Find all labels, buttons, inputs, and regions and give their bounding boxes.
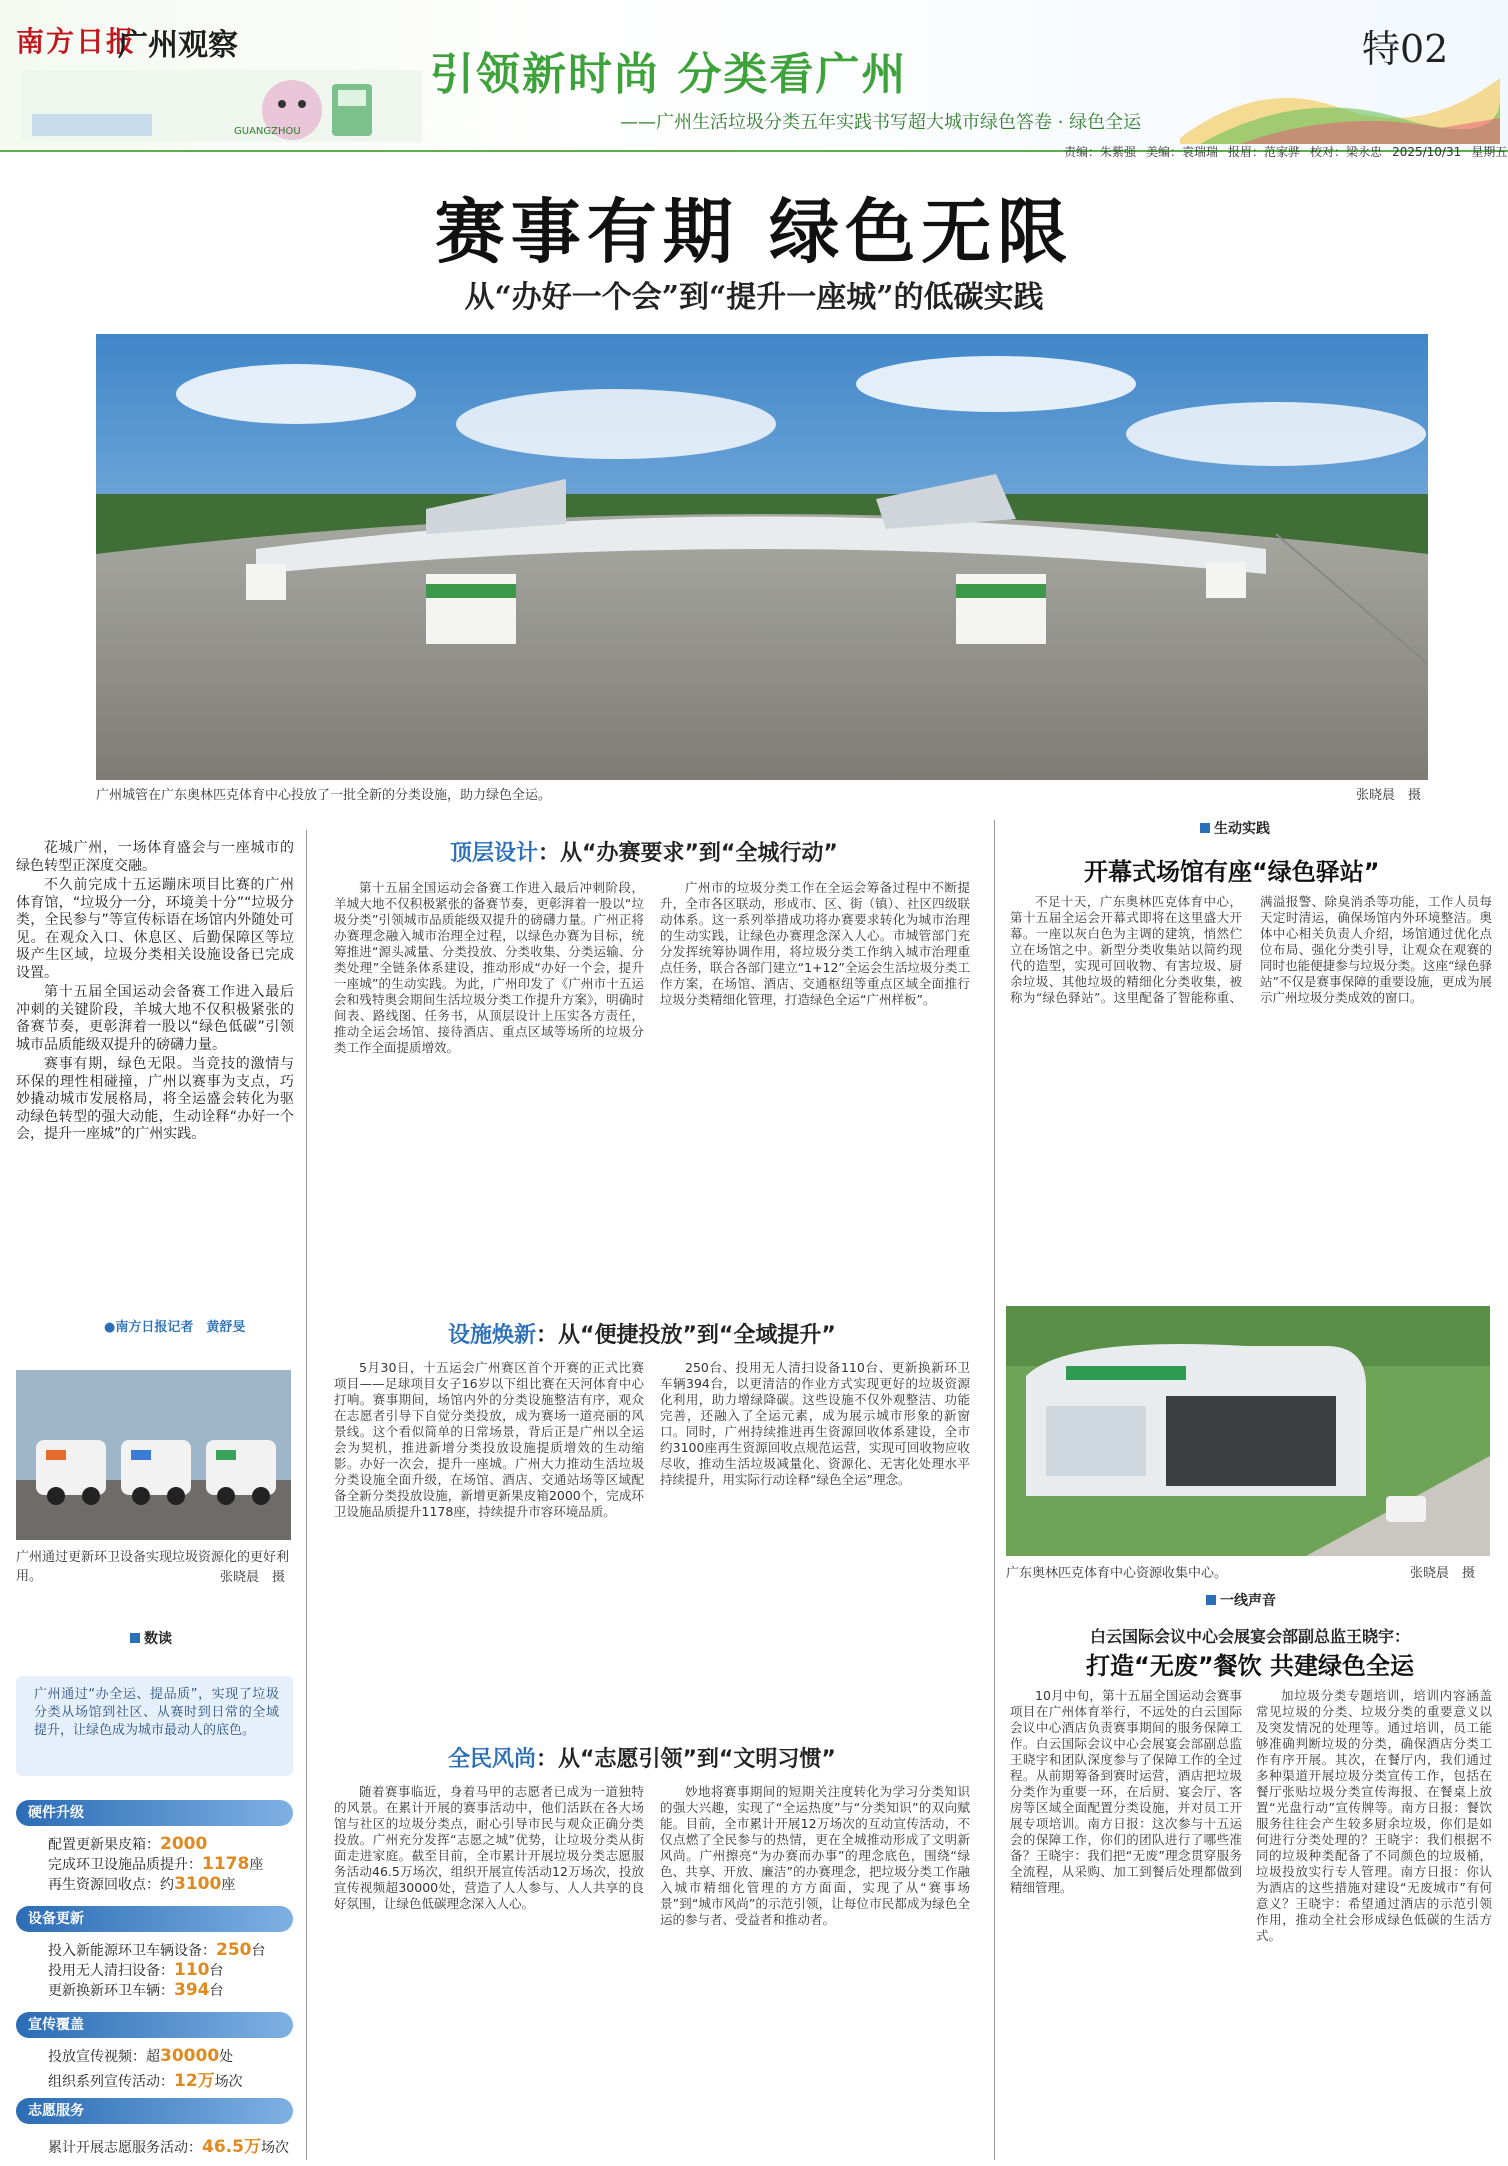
stat-line: 完成环卫设施品质提升：1178座 [48, 1854, 264, 1874]
section3-text-left: 随着赛事临近，身着马甲的志愿者已成为一道独特的风景。在累计开展的赛事活动中，他们活跃在各大场馆与社区的垃圾分类点，耐心引导市民与观众正确分类投放。广州充分发挥“志愿之城”优势，让垃圾分类从街面走进家庭。截至目前，全市累计开展垃圾分类志愿服务活动46.5万场次，组织开展宣传活动12万场次，投放宣传视频超30000处，营造了人人参与、人人共享的良好氛围，让绿色低碳理念深入人心。 [334, 1784, 644, 1911]
photo-green-station [1006, 1306, 1490, 1556]
main-photo-caption: 广州城管在广东奥林匹克体育中心投放了一批全新的分类设施，助力绿色全运。 [96, 788, 552, 803]
credit-item: 星期五 [1471, 145, 1508, 159]
section2-text-left: 5月30日，十五运会广州赛区首个开赛的正式比赛项目——足球项目女子16岁以下组比赛在天河体育中心打响。赛事期间，场馆内外的分类设施整洁有序，观众在志愿者引导下自觉分类投放，成为赛场一道亮丽的风景线。这个看似简单的日常场景，背后正是广州以全运会为契机，推进新增分类投放设施提质增效的生动缩影。办好一次会，提升一座城。广州大力推动生活垃圾分类设施全面升级，在场馆、酒店、交通站场等区域配备全新分类投放设施，新增更新果皮箱2000个，完成环卫设施品质提升1178座，持续提升市容环境品质。 [334, 1360, 644, 1519]
right2-text-right: 加垃圾分类专题培训，培训内容涵盖常见垃圾的分类、垃圾分类的重要意义以及突发情况的处理等。通过培训，员工能够准确判断垃圾的分类，确保酒店分类工作有序开展。其次，在餐厅内，我们通过多种渠道开展垃圾分类宣传工作，包括在餐厅张贴垃圾分类宣传海报、在餐桌上放置“光盘行动”宣传牌等。南方日报：餐饮服务往往会产生较多厨余垃圾，你们是如何进行分类处理的？王晓宇：我们根据不同的垃圾种类配备了不同颜色的垃圾桶，垃圾投放实行专人管理。南方日报：你认为酒店的这些措施对建设“无废城市”有何意义？王晓宇：希望通过酒店的示范引领作用，推动全社会形成绿色低碳的生活方式。 [1256, 1688, 1492, 1943]
credit-item: 报眉：范家骅 [1228, 145, 1301, 159]
credit-item: 责编：朱紫强 [1064, 145, 1137, 159]
section3-text-right: 妙地将赛事期间的短期关注度转化为学习分类知识的强大兴趣，实现了“全运热度”与“分类知识”的双向赋能。目前，全市累计开展12万场次的互动宣传活动，不仅点燃了全民参与的热情，更在全城推动形成了文明新风尚。广州擦亮“为办赛而办事”的理念底色，围绕“绿色、共享、开放、廉洁”的办赛理念，把垃圾分类工作融入城市精细化管理的方方面面，实现了从“赛事场景”到“城市风尚”的示范引领，让每位市民都成为绿色全运的参与者、受益者和推动者。 [660, 1784, 970, 1927]
right1-photo-caption: 广东奥林匹克体育中心资源收集中心。 [1006, 1566, 1228, 1581]
section2-title: 设施焕新：从“便捷投放”到“全域提升” [448, 1323, 836, 1348]
right2-text-left: 10月中旬，第十五届全国运动会赛事项目在广州体育举行，不远处的白云国际会议中心酒店负责赛事期间的服务保障工作。白云国际会议中心会展宴会部副总监王晓宇和团队深度参与了保障工作的全过程。从前期筹备到赛时运营，酒店把垃圾分类作为重要一环，在后厨、宴会厅、客房等区域全面配置分类设施，并对员工开展专项培训。南方日报：这次参与十五运会的保障工作，你们的团队进行了哪些准备？王晓宇：我们把“无废”理念贯穿服务全流程，从采购、加工到餐后处理都做到精细管理。 [1010, 1688, 1242, 1895]
stat-line: 更新换新环卫车辆：394台 [48, 1980, 224, 2000]
main-photo-credit: 张晓晨 摄 [1356, 788, 1422, 803]
stat-line: 组织系列宣传活动：12万场次 [48, 2071, 243, 2091]
stat-group-header: 宣传覆盖 [16, 2012, 293, 2038]
credit-item: 校对：梁永忠 [1310, 145, 1383, 159]
right1-tag: 生动实践 [1200, 818, 1270, 838]
byline: ●南方日报记者 黄舒旻 [104, 1320, 246, 1335]
right1-title: 开幕式场馆有座“绿色驿站” [1084, 858, 1380, 886]
credit-item: 2025/10/31 [1392, 145, 1462, 159]
photo-sweeper-vehicles [16, 1370, 291, 1540]
stat-line: 投入新能源环卫车辆设备：250台 [48, 1940, 266, 1960]
stat-group-header: 硬件升级 [16, 1800, 293, 1826]
subheadline: 从“办好一个会”到“提升一座城”的低碳实践 [464, 280, 1044, 315]
section2-text-right: 250台、投用无人清扫设备110台、更新换新环卫车辆394台，以更清洁的作业方式实现更好的垃圾资源化利用，助力增绿降碳。这些设施不仅外观整洁、功能完善，还融入了全运元素，成为展示城市形象的新窗口。同时，广州持续推进再生资源回收体系建设，全市约3100座再生资源回收点规范运营，实现可回收物应收尽收，推动生活垃圾减量化、资源化、无害化处理水平持续提升，用实际行动诠释“绿色全运”理念。 [660, 1360, 970, 1487]
stat-line: 配置更新果皮箱：2000 [48, 1834, 208, 1854]
section1-text-left: 第十五届全国运动会备赛工作进入最后冲刺阶段，羊城大地不仅积极紧张的备赛节奏，更彰湃着一股以“垃圾分类”引领城市品质能级双提升的磅礴力量。广州正将办赛理念融入城市治理全过程，以绿色办赛为目标，统筹推进“源头减量、分类投放、分类收集、分类运输、分类处理”全链条体系建设，推动形成“办好一个会，提升一座城”的生动实践。为此，广州印发了《广州市十五运会和残特奥会期间生活垃圾分类工作提升方案》，明确时间表、路线图、任务书，从顶层设计上压实各方责任，推动全运会场馆、接待酒店、重点区域等场所的垃圾分类工作全面提质增效。 [334, 880, 644, 1055]
section1-title: 顶层设计：从“办赛要求”到“全城行动” [450, 841, 838, 866]
sports-silhouette-art [1180, 58, 1500, 144]
square-bullet-icon [1206, 1595, 1216, 1605]
stat-group-header: 设备更新 [16, 1906, 293, 1932]
data-box-label: 数读 [130, 1628, 172, 1648]
lead-paragraph: 花城广州，一场体育盛会与一座城市的绿色转型正深度交融。 [16, 840, 294, 874]
lead-paragraph: 不久前完成十五运蹦床项目比赛的广州体育馆，“垃圾分一分，环境美十分”“垃圾分类，全民参与”等宣传标语在场馆内外随处可见。在观众入口、休息区、后勤保障区等垃圾产生区域，垃圾分类相关设施设备已完成设置。 [16, 877, 294, 981]
section1-text-right: 广州市的垃圾分类工作在全运会筹备过程中不断提升，全市各区联动，形成市、区、街（镇）、社区四级联动体系。这一系列举措成功将办赛要求转化为城市治理的生动实践，让绿色办赛理念深入人心。市城管部门充分发挥统筹协调作用，将垃圾分类工作纳入城市治理重点任务，联合各部门建立“1+12”全运会生活垃圾分类工作方案，在场馆、酒店、交通枢纽等重点区域全面推行垃圾分类精细化管理，打造绿色全运“广州样板”。 [660, 880, 970, 1007]
section-name: 广州观察 [118, 28, 238, 63]
data-box-callout: 广州通过“办全运、提品质”，实现了垃圾分类从场馆到社区、从赛时到日常的全域提升，让绿色成为城市最动人的底色。 [34, 1687, 279, 1738]
special-subtitle: ——广州生活垃圾分类五年实践书写超大城市绿色答卷 · 绿色全运 [620, 112, 1142, 133]
credits-line [1064, 143, 1508, 160]
section3-title: 全民风尚：从“志愿引领”到“文明习惯” [448, 1747, 836, 1772]
column-divider [306, 830, 307, 2160]
right2-title: 打造“无废”餐饮 共建绿色全运 [1086, 1652, 1414, 1680]
stat-line: 累计开展志愿服务活动：46.5万场次 [48, 2137, 289, 2157]
column-divider [994, 820, 995, 2160]
square-bullet-icon [1200, 823, 1210, 833]
right1-text: 不足十天，广东奥林匹克体育中心，第十五届全运会开幕式即将在这里盛大开幕。一座以灰白色为主调的建筑，悄然伫立在场馆之中。新型分类收集站以简约现代的造型，实现可回收物、有害垃圾、厨余垃圾、其他垃圾的精细化分类收集，被称为“绿色驿站”。这里配备了智能称重、满溢报警、除臭消杀等功能，工作人员每天定时清运，确保场馆内外环境整洁。奥体中心相关负责人介绍，场馆通过优化点位布局、强化分类引导，让观众在观赛的同时也能便捷参与垃圾分类。这座“绿色驿站”不仅是赛事保障的重要设施，更成为展示广州垃圾分类成效的窗口。 [1010, 894, 1492, 1005]
lead-text [16, 840, 294, 1310]
headline: 赛事有期 绿色无限 [434, 191, 1074, 273]
newspaper-logo: 南方日报 [16, 25, 137, 58]
special-title: 引领新时尚 分类看广州 [430, 49, 908, 100]
right2-kicker: 白云国际会议中心会展宴会部副总监王晓宇： [1089, 1627, 1410, 1646]
photo2-caption: 广州通过更新环卫设备实现垃圾资源化的更好利用。 [16, 1550, 290, 1584]
stat-line: 投用无人清扫设备：110台 [48, 1960, 224, 1980]
square-bullet-icon [130, 1633, 140, 1643]
mascot-illustration [22, 70, 422, 142]
credit-item: 美编：袁瑞瑞 [1146, 145, 1219, 159]
right2-tag: 一线声音 [1206, 1590, 1276, 1610]
lead-paragraph: 第十五届全国运动会备赛工作进入最后冲刺的关键阶段，羊城大地不仅积极紧张的备赛节奏，更彰湃着一股以“绿色低碳”引领城市品质能级双提升的磅礴力量。 [16, 984, 294, 1053]
main-photo-stadium [96, 334, 1428, 780]
page-number: 特02 [1362, 27, 1449, 71]
stat-group-header: 志愿服务 [16, 2098, 293, 2124]
lead-paragraph: 赛事有期，绿色无限。当竞技的激情与环保的理性相碰撞，广州以赛事为支点，巧妙撬动城市发展格局，将全运盛会转化为驱动绿色转型的强大动能，生动诠释“办好一个会，提升一座城”的广州实践。 [16, 1056, 294, 1142]
right1-photo-credit: 张晓晨 摄 [1410, 1566, 1476, 1581]
stat-line: 再生资源回收点：约3100座 [48, 1874, 236, 1894]
photo2-credit: 张晓晨 摄 [220, 1570, 286, 1585]
stat-line: 投放宣传视频：超30000处 [48, 2046, 234, 2066]
mascot-label: GUANGZHOU [234, 126, 301, 137]
